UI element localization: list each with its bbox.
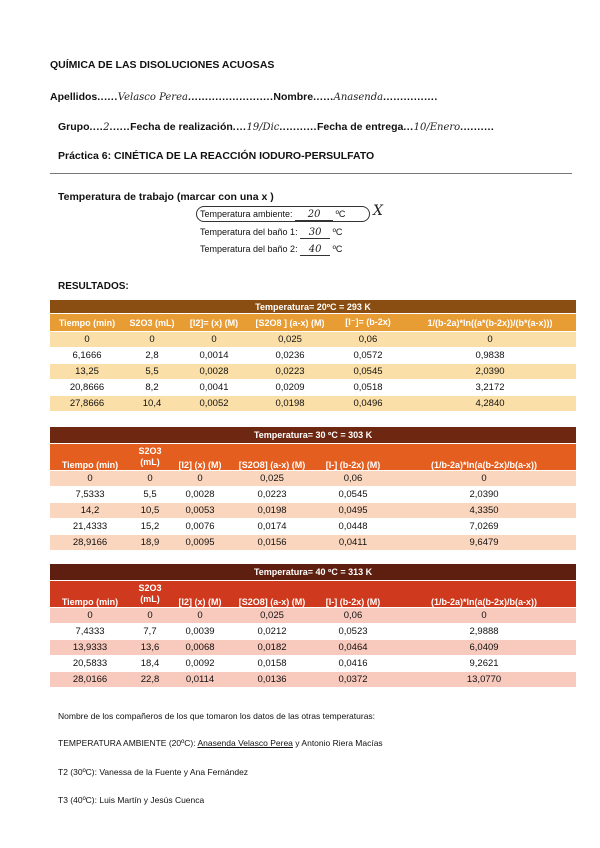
table-cell: 28,0166 — [50, 672, 130, 688]
table-cell: 0 — [170, 471, 230, 487]
table-cell: 0,0014 — [180, 348, 248, 364]
apellidos-label: Apellidos — [50, 91, 98, 103]
table-cell: 0,06 — [314, 608, 392, 624]
table-cell: 0,0545 — [314, 487, 392, 503]
table-cell: 15,2 — [130, 519, 170, 535]
column-header: [S2O8] (a-x) (M) — [230, 444, 314, 471]
column-header: [I⁻]= (b-2x) — [332, 314, 404, 332]
table-row — [50, 471, 576, 487]
table-cell: 0,0095 — [170, 535, 230, 551]
table-cell: 0,0182 — [230, 640, 314, 656]
grupo-label: Grupo — [58, 121, 90, 133]
footer-ambient-suffix: y Antonio Riera Macías — [292, 738, 383, 748]
table-caption: Temperatura= 40 ºC = 313 K — [50, 564, 576, 581]
table-cell: 4,2840 — [404, 396, 576, 412]
table-cell: 0,0518 — [332, 380, 404, 396]
results-table-30c — [50, 427, 576, 551]
table-cell: 0 — [124, 332, 180, 348]
table-cell: 2,0390 — [404, 364, 576, 380]
table-cell: 0,0372 — [314, 672, 392, 688]
table-cell: 0,0545 — [332, 364, 404, 380]
table-cell: 18,4 — [130, 656, 170, 672]
table-cell: 2,9888 — [392, 624, 576, 640]
nombre-label: Nombre — [273, 91, 314, 103]
fecha-realizacion-value: 19/Dic — [246, 122, 280, 133]
table-cell: 22,8 — [130, 672, 170, 688]
table-cell: 28,9166 — [50, 535, 130, 551]
temp-bath1-label: Temperatura del baño 1: — [200, 227, 298, 237]
table-cell: 0,0158 — [230, 656, 314, 672]
table-cell: 0,0076 — [170, 519, 230, 535]
column-header: [I-] (b-2x) (M) — [314, 444, 392, 471]
temp-ambient-label: Temperatura ambiente: — [200, 209, 293, 219]
grupo-value: 2 — [103, 122, 110, 133]
table-cell: 0 — [392, 471, 576, 487]
temp-bath2-label: Temperatura del baño 2: — [200, 244, 298, 254]
table-cell: 7,4333 — [50, 624, 130, 640]
table-cell: 2,8 — [124, 348, 180, 364]
column-header: (1/b-2a)*ln(a(b-2x)/b(a-x)) — [392, 444, 576, 471]
column-header: [I-] (b-2x) (M) — [314, 581, 392, 608]
table-cell: 0 — [170, 608, 230, 624]
practice-title: Práctica 6: CINÉTICA DE LA REACCIÓN IODURO-PERSULFATO — [58, 150, 375, 162]
fecha-realizacion-label: Fecha de realización — [130, 121, 233, 133]
table-cell: 0,025 — [230, 471, 314, 487]
column-header: Tiempo (min) — [50, 581, 130, 608]
footer-t2: T2 (30ºC): Vanessa de la Fuente y Ana Fernández — [58, 767, 249, 777]
table-cell: 0,025 — [248, 332, 332, 348]
temp-ambient-row — [200, 209, 345, 221]
table-cell: 7,7 — [130, 624, 170, 640]
column-header: 1/(b-2a)*ln((a*(b-2x))/(b*(a-x))) — [404, 314, 576, 332]
table-row — [50, 332, 576, 348]
table-cell: 0,0198 — [230, 503, 314, 519]
temp-bath1-value: 30 — [300, 227, 330, 239]
table-cell: 13,6 — [130, 640, 170, 656]
table-cell: 0 — [50, 471, 130, 487]
table-cell: 10,5 — [130, 503, 170, 519]
table-row — [50, 348, 576, 364]
table-cell: 0,0411 — [314, 535, 392, 551]
column-header: S2O3 (mL) — [130, 444, 170, 471]
fecha-entrega-value: 10/Enero — [413, 122, 461, 133]
table-cell: 0,0114 — [170, 672, 230, 688]
table-row — [50, 624, 576, 640]
temp-unit: ºC — [332, 227, 343, 237]
table-cell: 2,0390 — [392, 487, 576, 503]
column-header: [S2O8 ] (a-x) (M) — [248, 314, 332, 332]
table-cell: 0 — [130, 471, 170, 487]
footer-intro: Nombre de los compañeros de los que tomaron los datos de las otras temperaturas: — [58, 711, 376, 721]
table-cell: 0 — [130, 608, 170, 624]
table-row — [50, 487, 576, 503]
table-cell: 0,0068 — [170, 640, 230, 656]
temp-bath2-row — [200, 244, 342, 256]
selection-mark: X — [373, 203, 383, 219]
table-row — [50, 656, 576, 672]
table-cell: 0,0052 — [180, 396, 248, 412]
temp-ambient-value: 20 — [295, 209, 333, 221]
column-header: (1/b-2a)*ln(a(b-2x)/b(a-x)) — [392, 581, 576, 608]
table-row — [50, 503, 576, 519]
temperature-heading: Temperatura de trabajo (marcar con una x ) — [58, 191, 274, 203]
table-cell: 0,0495 — [314, 503, 392, 519]
results-table-20c — [50, 300, 576, 412]
results-table-40c — [50, 564, 576, 688]
table-cell: 4,3350 — [392, 503, 576, 519]
column-header: [I2] (x) (M) — [170, 581, 230, 608]
table-cell: 0,0028 — [170, 487, 230, 503]
apellidos-value: Velasco Perea — [117, 92, 188, 103]
table-row — [50, 608, 576, 624]
footer-t3: T3 (40ºC): Luis Martín y Jesús Cuenca — [58, 795, 205, 805]
column-header: [I2]= (x) (M) — [180, 314, 248, 332]
table-cell: 6,1666 — [50, 348, 124, 364]
temp-unit: ºC — [332, 244, 343, 254]
column-header: Tiempo (min) — [50, 444, 130, 471]
table-cell: 9,6479 — [392, 535, 576, 551]
table-cell: 0,0416 — [314, 656, 392, 672]
results-label: RESULTADOS: — [58, 281, 129, 292]
table-caption: Temperatura= 30 ºC = 303 K — [50, 427, 576, 444]
table-cell: 0,0223 — [230, 487, 314, 503]
table-cell: 0 — [50, 608, 130, 624]
table-cell: 13,25 — [50, 364, 124, 380]
table-cell: 0,0156 — [230, 535, 314, 551]
table-cell: 14,2 — [50, 503, 130, 519]
table-cell: 0 — [50, 332, 124, 348]
fecha-entrega-label: Fecha de entrega — [316, 121, 404, 133]
column-header: S2O3 (mL) — [130, 581, 170, 608]
table-cell: 0,0136 — [230, 672, 314, 688]
table-cell: 7,5333 — [50, 487, 130, 503]
table-cell: 0,0464 — [314, 640, 392, 656]
table-cell: 13,9333 — [50, 640, 130, 656]
table-cell: 0,0496 — [332, 396, 404, 412]
table-cell: 0,0041 — [180, 380, 248, 396]
nombre-value: Anasenda — [333, 92, 384, 103]
table-cell: 0,9838 — [404, 348, 576, 364]
table-cell: 0,0572 — [332, 348, 404, 364]
table-cell: 21,4333 — [50, 519, 130, 535]
table-cell: 8,2 — [124, 380, 180, 396]
table-cell: 10,4 — [124, 396, 180, 412]
table-cell: 3,2172 — [404, 380, 576, 396]
table-cell: 5,5 — [124, 364, 180, 380]
column-header: [I2] (x) (M) — [170, 444, 230, 471]
document-title: QUÍMICA DE LAS DISOLUCIONES ACUOSAS — [50, 59, 275, 71]
table-caption: Temperatura= 20ºC = 293 K — [50, 300, 576, 314]
table-cell: 0,0523 — [314, 624, 392, 640]
table-cell: 13,0770 — [392, 672, 576, 688]
table-row — [50, 640, 576, 656]
table-cell: 0,0212 — [230, 624, 314, 640]
table-cell: 27,8666 — [50, 396, 124, 412]
apellidos-line: Apellidos......Velasco Perea.........................Nombre......Anasenda................ — [50, 91, 438, 103]
table-cell: 0,0236 — [248, 348, 332, 364]
table-cell: 20,5833 — [50, 656, 130, 672]
table-cell: 18,9 — [130, 535, 170, 551]
table-row — [50, 672, 576, 688]
table-cell: 0 — [180, 332, 248, 348]
table-row — [50, 396, 576, 412]
grupo-line: Grupo....2......Fecha de realización....19/Dic...........Fecha de entrega...10/Enero.......... — [58, 121, 495, 133]
column-header: Tiempo (min) — [50, 314, 124, 332]
table-cell: 7,0269 — [392, 519, 576, 535]
table-row — [50, 519, 576, 535]
table-row — [50, 535, 576, 551]
footer-ambient-name: Anasenda Velasco Perea — [197, 738, 293, 748]
table-cell: 9,2621 — [392, 656, 576, 672]
table-cell: 0,06 — [314, 471, 392, 487]
table-cell: 0 — [392, 608, 576, 624]
table-cell: 0,0039 — [170, 624, 230, 640]
table-cell: 0,0028 — [180, 364, 248, 380]
temp-bath1-row — [200, 227, 342, 239]
table-cell: 6,0409 — [392, 640, 576, 656]
table-cell: 0,025 — [230, 608, 314, 624]
table-row — [50, 380, 576, 396]
temp-bath2-value: 40 — [300, 244, 330, 256]
column-header: S2O3 (mL) — [124, 314, 180, 332]
table-cell: 0,0053 — [170, 503, 230, 519]
footer-ambient — [58, 738, 383, 748]
column-header: [S2O8] (a-x) (M) — [230, 581, 314, 608]
table-cell: 0 — [404, 332, 576, 348]
table-cell: 20,8666 — [50, 380, 124, 396]
table-cell: 5,5 — [130, 487, 170, 503]
table-row — [50, 364, 576, 380]
table-cell: 0,06 — [332, 332, 404, 348]
divider — [50, 173, 572, 174]
footer-ambient-prefix: TEMPERATURA AMBIENTE (20ºC): — [58, 738, 198, 748]
table-cell: 0,0092 — [170, 656, 230, 672]
temp-unit: ºC — [335, 209, 346, 219]
table-cell: 0,0209 — [248, 380, 332, 396]
table-cell: 0,0198 — [248, 396, 332, 412]
table-cell: 0,0448 — [314, 519, 392, 535]
table-cell: 0,0174 — [230, 519, 314, 535]
table-cell: 0,0223 — [248, 364, 332, 380]
